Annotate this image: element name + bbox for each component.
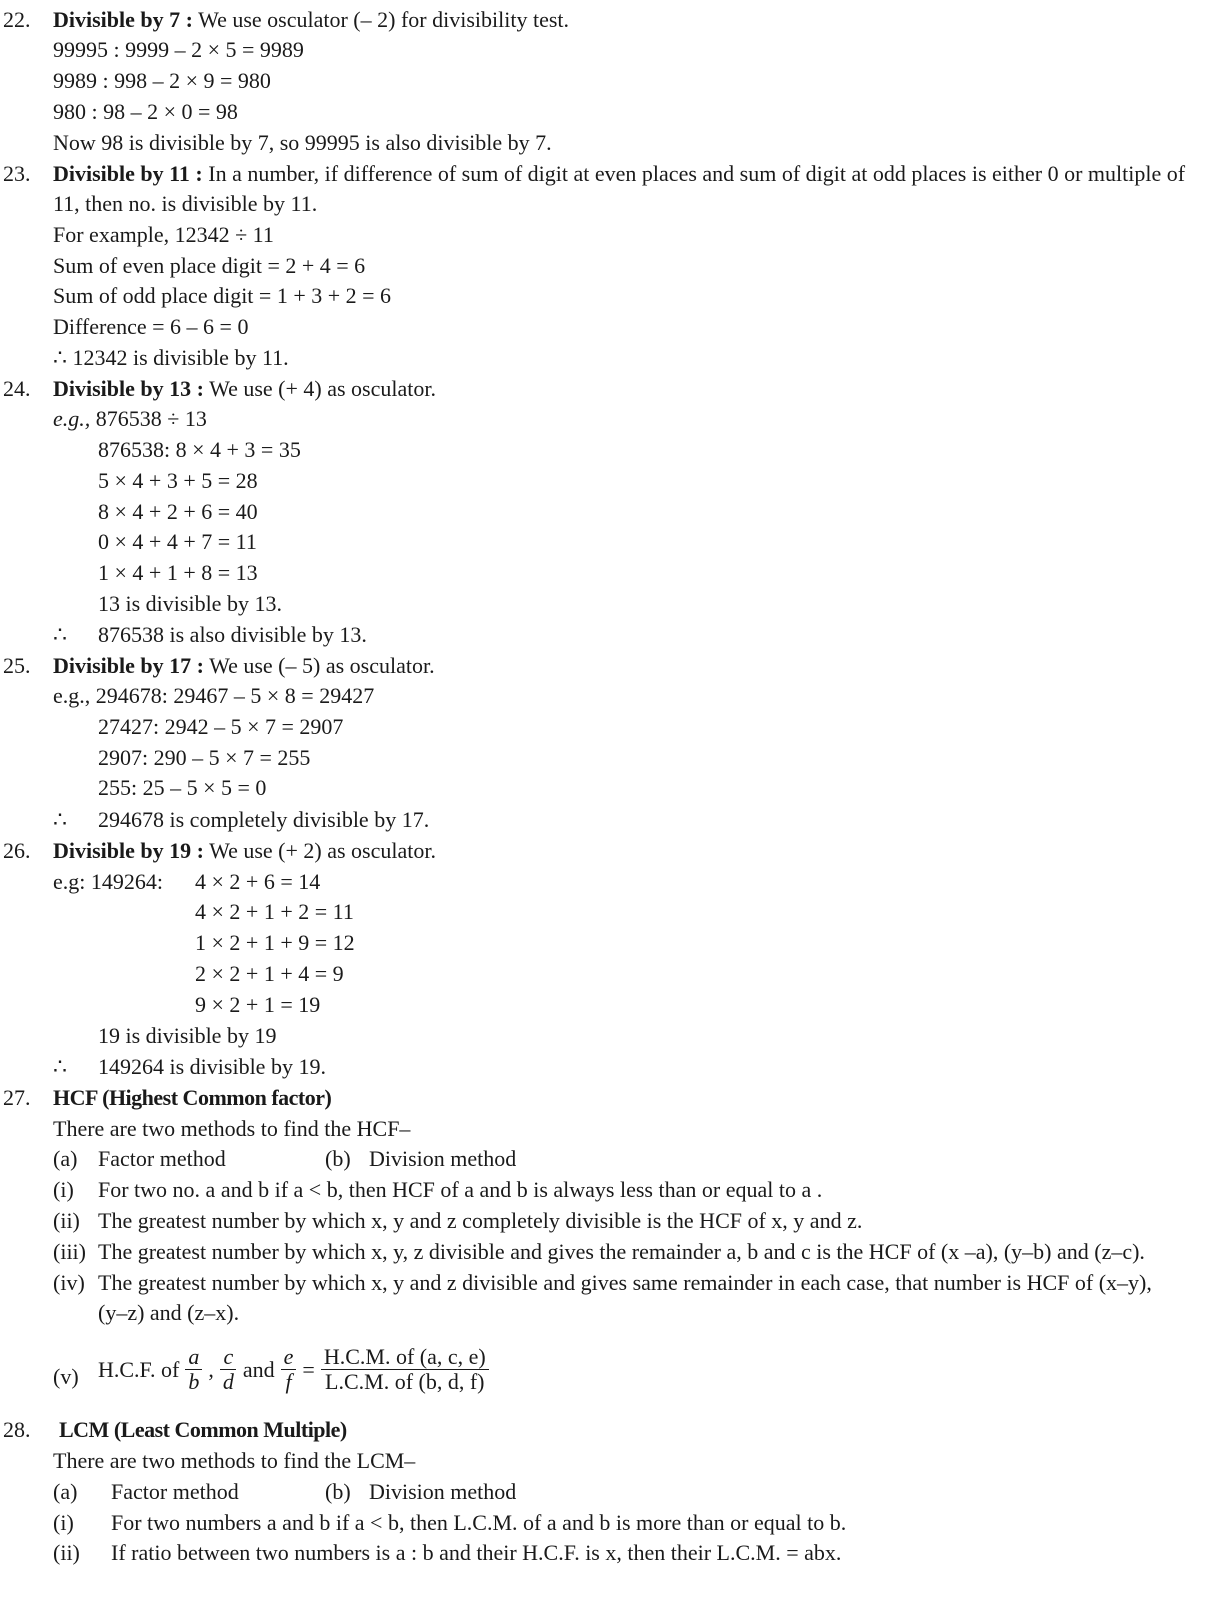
item-text: We use osculator (– 2) for divisibility test. bbox=[192, 7, 570, 32]
point-text: If ratio between two numbers is a : b and their H.C.F. is x, then their L.C.M. = abx. bbox=[111, 1540, 842, 1565]
calc-line: Sum of odd place digit = 1 + 3 + 2 = 6 bbox=[53, 283, 392, 308]
item-number: 25. bbox=[3, 653, 31, 678]
calc-line: 2 × 2 + 1 + 4 = 9 bbox=[195, 961, 344, 986]
item-23-heading bbox=[53, 161, 1185, 187]
calc-line: 9 × 2 + 1 = 19 bbox=[195, 992, 321, 1017]
point-text: The greatest number by which x, y and z completely divisible is the HCF of x, y and z. bbox=[98, 1208, 863, 1233]
method-a-text: Factor method bbox=[98, 1146, 226, 1171]
item-title: Divisible by 13 : bbox=[53, 376, 204, 401]
numerator: H.C.M. of (a, c, e) bbox=[321, 1345, 489, 1370]
item-text: We use (+ 4) as osculator. bbox=[203, 376, 436, 401]
text-line: ∴ 12342 is divisible by 11. bbox=[53, 345, 289, 370]
calc-line: 0 × 4 + 4 + 7 = 11 bbox=[98, 529, 257, 554]
method-a-label: (a) bbox=[53, 1146, 78, 1171]
result-fraction bbox=[321, 1345, 489, 1394]
item-24-heading bbox=[53, 376, 436, 402]
point-label: (ii) bbox=[53, 1208, 80, 1233]
calc-line: Sum of even place digit = 2 + 4 = 6 bbox=[53, 253, 366, 278]
numerator: a bbox=[185, 1345, 202, 1370]
calc-line: 9989 : 998 – 2 × 9 = 980 bbox=[53, 68, 271, 93]
calc-line: 980 : 98 – 2 × 0 = 98 bbox=[53, 99, 238, 124]
method-b-label: (b) bbox=[325, 1146, 351, 1171]
calc-line: 2907: 290 – 5 × 7 = 255 bbox=[98, 745, 311, 770]
point-text: For two numbers a and b if a < b, then L.C.M. of a and b is more than or equal to b. bbox=[111, 1510, 847, 1535]
numerator: e bbox=[281, 1345, 297, 1370]
conclusion: 294678 is completely divisible by 17. bbox=[98, 807, 430, 832]
point-label: (iii) bbox=[53, 1239, 86, 1264]
equals-sign: = bbox=[302, 1356, 315, 1382]
item-title: Divisible by 11 : bbox=[53, 161, 203, 186]
calc-line: 27427: 2942 – 5 × 7 = 2907 bbox=[98, 714, 344, 739]
item-text: We use (– 5) as osculator. bbox=[203, 653, 435, 678]
point-text: The greatest number by which x, y and z divisible and gives same remainder in each case, that number is HCF of (x–y), bbox=[98, 1270, 1152, 1295]
item-26-heading bbox=[53, 838, 436, 864]
item-text: We use (+ 2) as osculator. bbox=[203, 838, 436, 863]
eg-label: e.g., bbox=[53, 406, 91, 431]
therefore-symbol: ∴ bbox=[53, 1054, 67, 1079]
formula-prefix: H.C.F. of bbox=[98, 1356, 180, 1382]
calc-line: 255: 25 – 5 × 5 = 0 bbox=[98, 775, 267, 800]
point-text: For two no. a and b if a < b, then HCF of a and b is always less than or equal to a . bbox=[98, 1177, 823, 1202]
and-text: and bbox=[242, 1356, 275, 1382]
numerator: c bbox=[220, 1345, 236, 1370]
item-27-title: HCF (Highest Common factor) bbox=[53, 1085, 332, 1110]
eg-label: e.g: 149264: bbox=[53, 869, 163, 894]
calc-line: 5 × 4 + 3 + 5 = 28 bbox=[98, 468, 258, 493]
point-text: The greatest number by which x, y, z divisible and gives the remainder a, b and c is the HCF of (x –a), (y–b) and (z–c). bbox=[98, 1239, 1145, 1264]
calc-line: 8 × 4 + 2 + 6 = 40 bbox=[98, 499, 258, 524]
text-line: For example, 12342 ÷ 11 bbox=[53, 222, 274, 247]
calc-line: 876538: 8 × 4 + 3 = 35 bbox=[98, 437, 301, 462]
text-line: 19 is divisible by 19 bbox=[98, 1023, 277, 1048]
item-number: 24. bbox=[3, 376, 31, 401]
comma: , bbox=[208, 1356, 214, 1382]
text-line: 13 is divisible by 13. bbox=[98, 591, 282, 616]
item-number: 28. bbox=[3, 1417, 31, 1442]
method-b-text: Division method bbox=[369, 1146, 517, 1171]
point-label: (iv) bbox=[53, 1270, 85, 1295]
intro-line: There are two methods to find the LCM– bbox=[53, 1448, 416, 1473]
method-b-text: Division method bbox=[369, 1479, 517, 1504]
denominator: L.C.M. of (b, d, f) bbox=[325, 1369, 485, 1394]
point-label: (ii) bbox=[53, 1540, 80, 1565]
item-22-heading bbox=[53, 7, 569, 33]
item-title: Divisible by 7 : bbox=[53, 7, 193, 32]
calc-line: 1 × 2 + 1 + 9 = 12 bbox=[195, 930, 355, 955]
item-title: Divisible by 19 : bbox=[53, 838, 204, 863]
item-text: In a number, if difference of sum of digit at even places and sum of digit at odd places is either 0 or multiple of bbox=[202, 161, 1186, 186]
denominator: f bbox=[285, 1369, 292, 1394]
calc-line: 4 × 2 + 1 + 2 = 11 bbox=[195, 899, 354, 924]
item-number: 23. bbox=[3, 161, 31, 186]
fraction-c-d bbox=[220, 1345, 237, 1394]
point-label: (i) bbox=[53, 1510, 74, 1535]
intro-line: There are two methods to find the HCF– bbox=[53, 1116, 411, 1141]
point-label: (i) bbox=[53, 1177, 74, 1202]
calc-line: 1 × 4 + 1 + 8 = 13 bbox=[98, 560, 258, 585]
denominator: d bbox=[222, 1369, 234, 1394]
denominator: b bbox=[188, 1369, 200, 1394]
calc-line: Difference = 6 – 6 = 0 bbox=[53, 314, 249, 339]
eg-text: 876538 ÷ 13 bbox=[90, 406, 207, 431]
fraction-e-f bbox=[281, 1345, 297, 1394]
point-label: (v) bbox=[53, 1364, 79, 1389]
item-title: Divisible by 17 : bbox=[53, 653, 204, 678]
method-a-label: (a) bbox=[53, 1479, 78, 1504]
conclusion: 149264 is divisible by 19. bbox=[98, 1054, 326, 1079]
calc-line: 4 × 2 + 6 = 14 bbox=[195, 869, 321, 894]
item-25-heading bbox=[53, 653, 435, 679]
conclusion: 876538 is also divisible by 13. bbox=[98, 622, 367, 647]
item-number: 26. bbox=[3, 838, 31, 863]
method-a-text: Factor method bbox=[111, 1479, 239, 1504]
method-b-label: (b) bbox=[325, 1479, 351, 1504]
text-line: 11, then no. is divisible by 11. bbox=[53, 191, 318, 216]
text-line: Now 98 is divisible by 7, so 99995 is also divisible by 7. bbox=[53, 130, 552, 155]
therefore-symbol: ∴ bbox=[53, 622, 67, 647]
example-line bbox=[53, 406, 207, 432]
fraction-a-b bbox=[185, 1345, 202, 1394]
therefore-symbol: ∴ bbox=[53, 807, 67, 832]
item-number: 22. bbox=[3, 7, 31, 32]
item-28-title: LCM (Least Common Multiple) bbox=[59, 1417, 347, 1442]
calc-line: 99995 : 9999 – 2 × 5 = 9989 bbox=[53, 37, 304, 62]
item-number: 27. bbox=[3, 1085, 31, 1110]
hcf-fraction-formula bbox=[98, 1345, 491, 1394]
point-text-cont: (y–z) and (z–x). bbox=[98, 1300, 240, 1325]
example-line: e.g., 294678: 29467 – 5 × 8 = 29427 bbox=[53, 683, 375, 708]
